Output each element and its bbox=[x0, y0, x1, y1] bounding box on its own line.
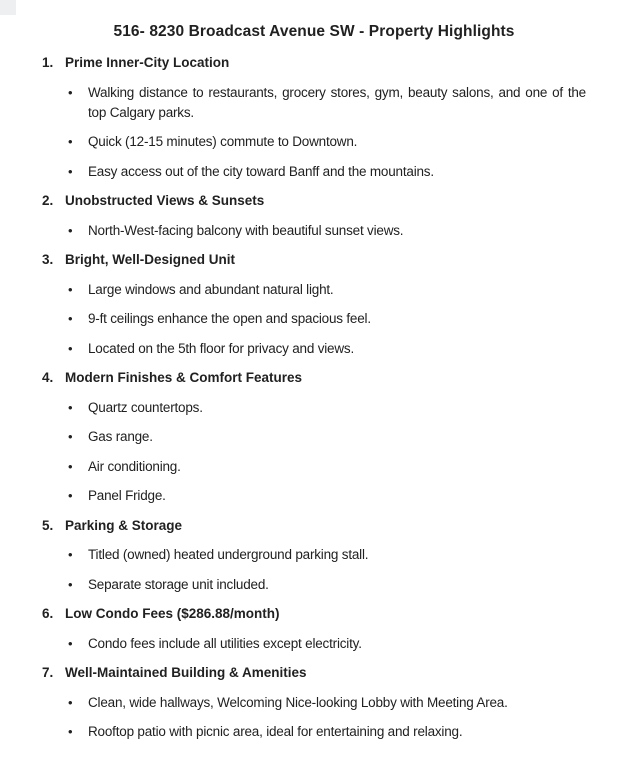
bullet-item bbox=[68, 162, 586, 182]
bullet-icon: • bbox=[68, 163, 73, 179]
bullet-text: Gas range. bbox=[88, 429, 153, 444]
section-number: 2. bbox=[42, 193, 54, 208]
section-bullets bbox=[42, 634, 586, 654]
bullet-text: 9-ft ceilings enhance the open and spacious feel. bbox=[88, 311, 371, 326]
bullet-item bbox=[68, 722, 586, 742]
bullet-item bbox=[68, 575, 586, 595]
bullet-text: North-West-facing balcony with beautiful sunset views. bbox=[88, 222, 404, 238]
section-number: 4. bbox=[42, 370, 54, 385]
section-heading: Bright, Well-Designed Unit bbox=[65, 252, 236, 267]
bullet-icon: • bbox=[68, 488, 73, 503]
bullet-text: Air conditioning. bbox=[88, 458, 181, 474]
bullet-icon: • bbox=[68, 694, 73, 710]
bullet-icon: • bbox=[68, 281, 73, 297]
list-section bbox=[42, 191, 586, 241]
bullet-item bbox=[68, 221, 586, 241]
bullet-text: Rooftop patio with picnic area, ideal for entertaining and relaxing. bbox=[88, 724, 463, 739]
section-heading-row bbox=[42, 516, 586, 536]
bullet-icon: • bbox=[68, 222, 73, 238]
bullet-item bbox=[68, 339, 586, 359]
section-number: 1. bbox=[42, 55, 54, 70]
bullet-item bbox=[68, 280, 586, 300]
bullet-text: Quartz countertops. bbox=[88, 399, 203, 415]
section-heading: Parking & Storage bbox=[65, 517, 183, 533]
bullet-text: Panel Fridge. bbox=[88, 488, 166, 503]
bullet-item bbox=[68, 693, 586, 713]
bullet-item bbox=[68, 457, 586, 477]
bullet-item bbox=[68, 427, 586, 447]
bullet-text: Clean, wide hallways, Welcoming Nice-looking Lobby with Meeting Area. bbox=[88, 694, 508, 710]
section-bullets bbox=[42, 398, 586, 507]
bullet-text: Walking distance to restaurants, grocery stores, gym, beauty salons, and one of the top Calgary parks. bbox=[88, 84, 586, 120]
scan-corner-artifact bbox=[0, 0, 16, 15]
bullet-item bbox=[68, 398, 586, 418]
list-section bbox=[42, 604, 586, 654]
section-bullets bbox=[42, 693, 586, 743]
section-heading-row bbox=[42, 604, 586, 624]
list-section bbox=[42, 368, 586, 506]
bullet-item bbox=[68, 634, 586, 654]
section-heading-row bbox=[42, 191, 586, 211]
bullet-text: Titled (owned) heated underground parking stall. bbox=[88, 547, 369, 562]
bullet-icon: • bbox=[68, 547, 73, 562]
bullet-icon: • bbox=[68, 458, 73, 474]
bullet-text: Large windows and abundant natural light. bbox=[88, 281, 334, 297]
section-heading-row bbox=[42, 250, 586, 270]
section-heading: Low Condo Fees ($286.88/month) bbox=[65, 606, 280, 621]
section-bullets bbox=[42, 221, 586, 241]
bullet-icon: • bbox=[68, 311, 73, 326]
bullet-item bbox=[68, 486, 586, 506]
section-heading: Unobstructed Views & Sunsets bbox=[65, 193, 265, 208]
bullet-icon: • bbox=[68, 576, 73, 592]
sections-container bbox=[42, 53, 586, 742]
section-number: 3. bbox=[42, 252, 54, 267]
section-bullets bbox=[42, 545, 586, 595]
section-number: 6. bbox=[42, 606, 54, 621]
bullet-icon: • bbox=[68, 635, 73, 651]
list-section bbox=[42, 250, 586, 359]
section-heading-row bbox=[42, 368, 586, 388]
list-section bbox=[42, 663, 586, 742]
section-heading: Well-Maintained Building & Amenities bbox=[65, 665, 307, 680]
section-bullets bbox=[42, 83, 586, 182]
bullet-text: Located on the 5th floor for privacy and views. bbox=[88, 340, 355, 356]
bullet-item bbox=[68, 83, 586, 123]
bullet-item bbox=[68, 309, 586, 329]
bullet-item bbox=[68, 132, 586, 152]
bullet-icon: • bbox=[68, 399, 73, 415]
list-section bbox=[42, 53, 586, 182]
document-title: 516- 8230 Broadcast Avenue SW - Property Highlights bbox=[113, 23, 515, 40]
bullet-icon: • bbox=[68, 134, 73, 149]
section-heading: Modern Finishes & Comfort Features bbox=[65, 370, 303, 385]
bullet-text: Condo fees include all utilities except electricity. bbox=[88, 635, 362, 651]
section-bullets bbox=[42, 280, 586, 359]
bullet-icon: • bbox=[68, 429, 73, 444]
bullet-text: Separate storage unit included. bbox=[88, 576, 269, 592]
bullet-item bbox=[68, 545, 586, 565]
section-heading-row bbox=[42, 663, 586, 683]
section-number: 5. bbox=[42, 517, 54, 533]
bullet-icon: • bbox=[68, 84, 73, 100]
section-heading: Prime Inner-City Location bbox=[65, 55, 230, 70]
bullet-icon: • bbox=[68, 340, 73, 356]
list-section bbox=[42, 516, 586, 595]
bullet-text: Quick (12-15 minutes) commute to Downtown. bbox=[88, 134, 358, 149]
section-heading-row bbox=[42, 53, 586, 73]
section-number: 7. bbox=[42, 665, 54, 680]
bullet-text: Easy access out of the city toward Banff and the mountains. bbox=[88, 163, 434, 179]
bullet-icon: • bbox=[68, 724, 73, 739]
